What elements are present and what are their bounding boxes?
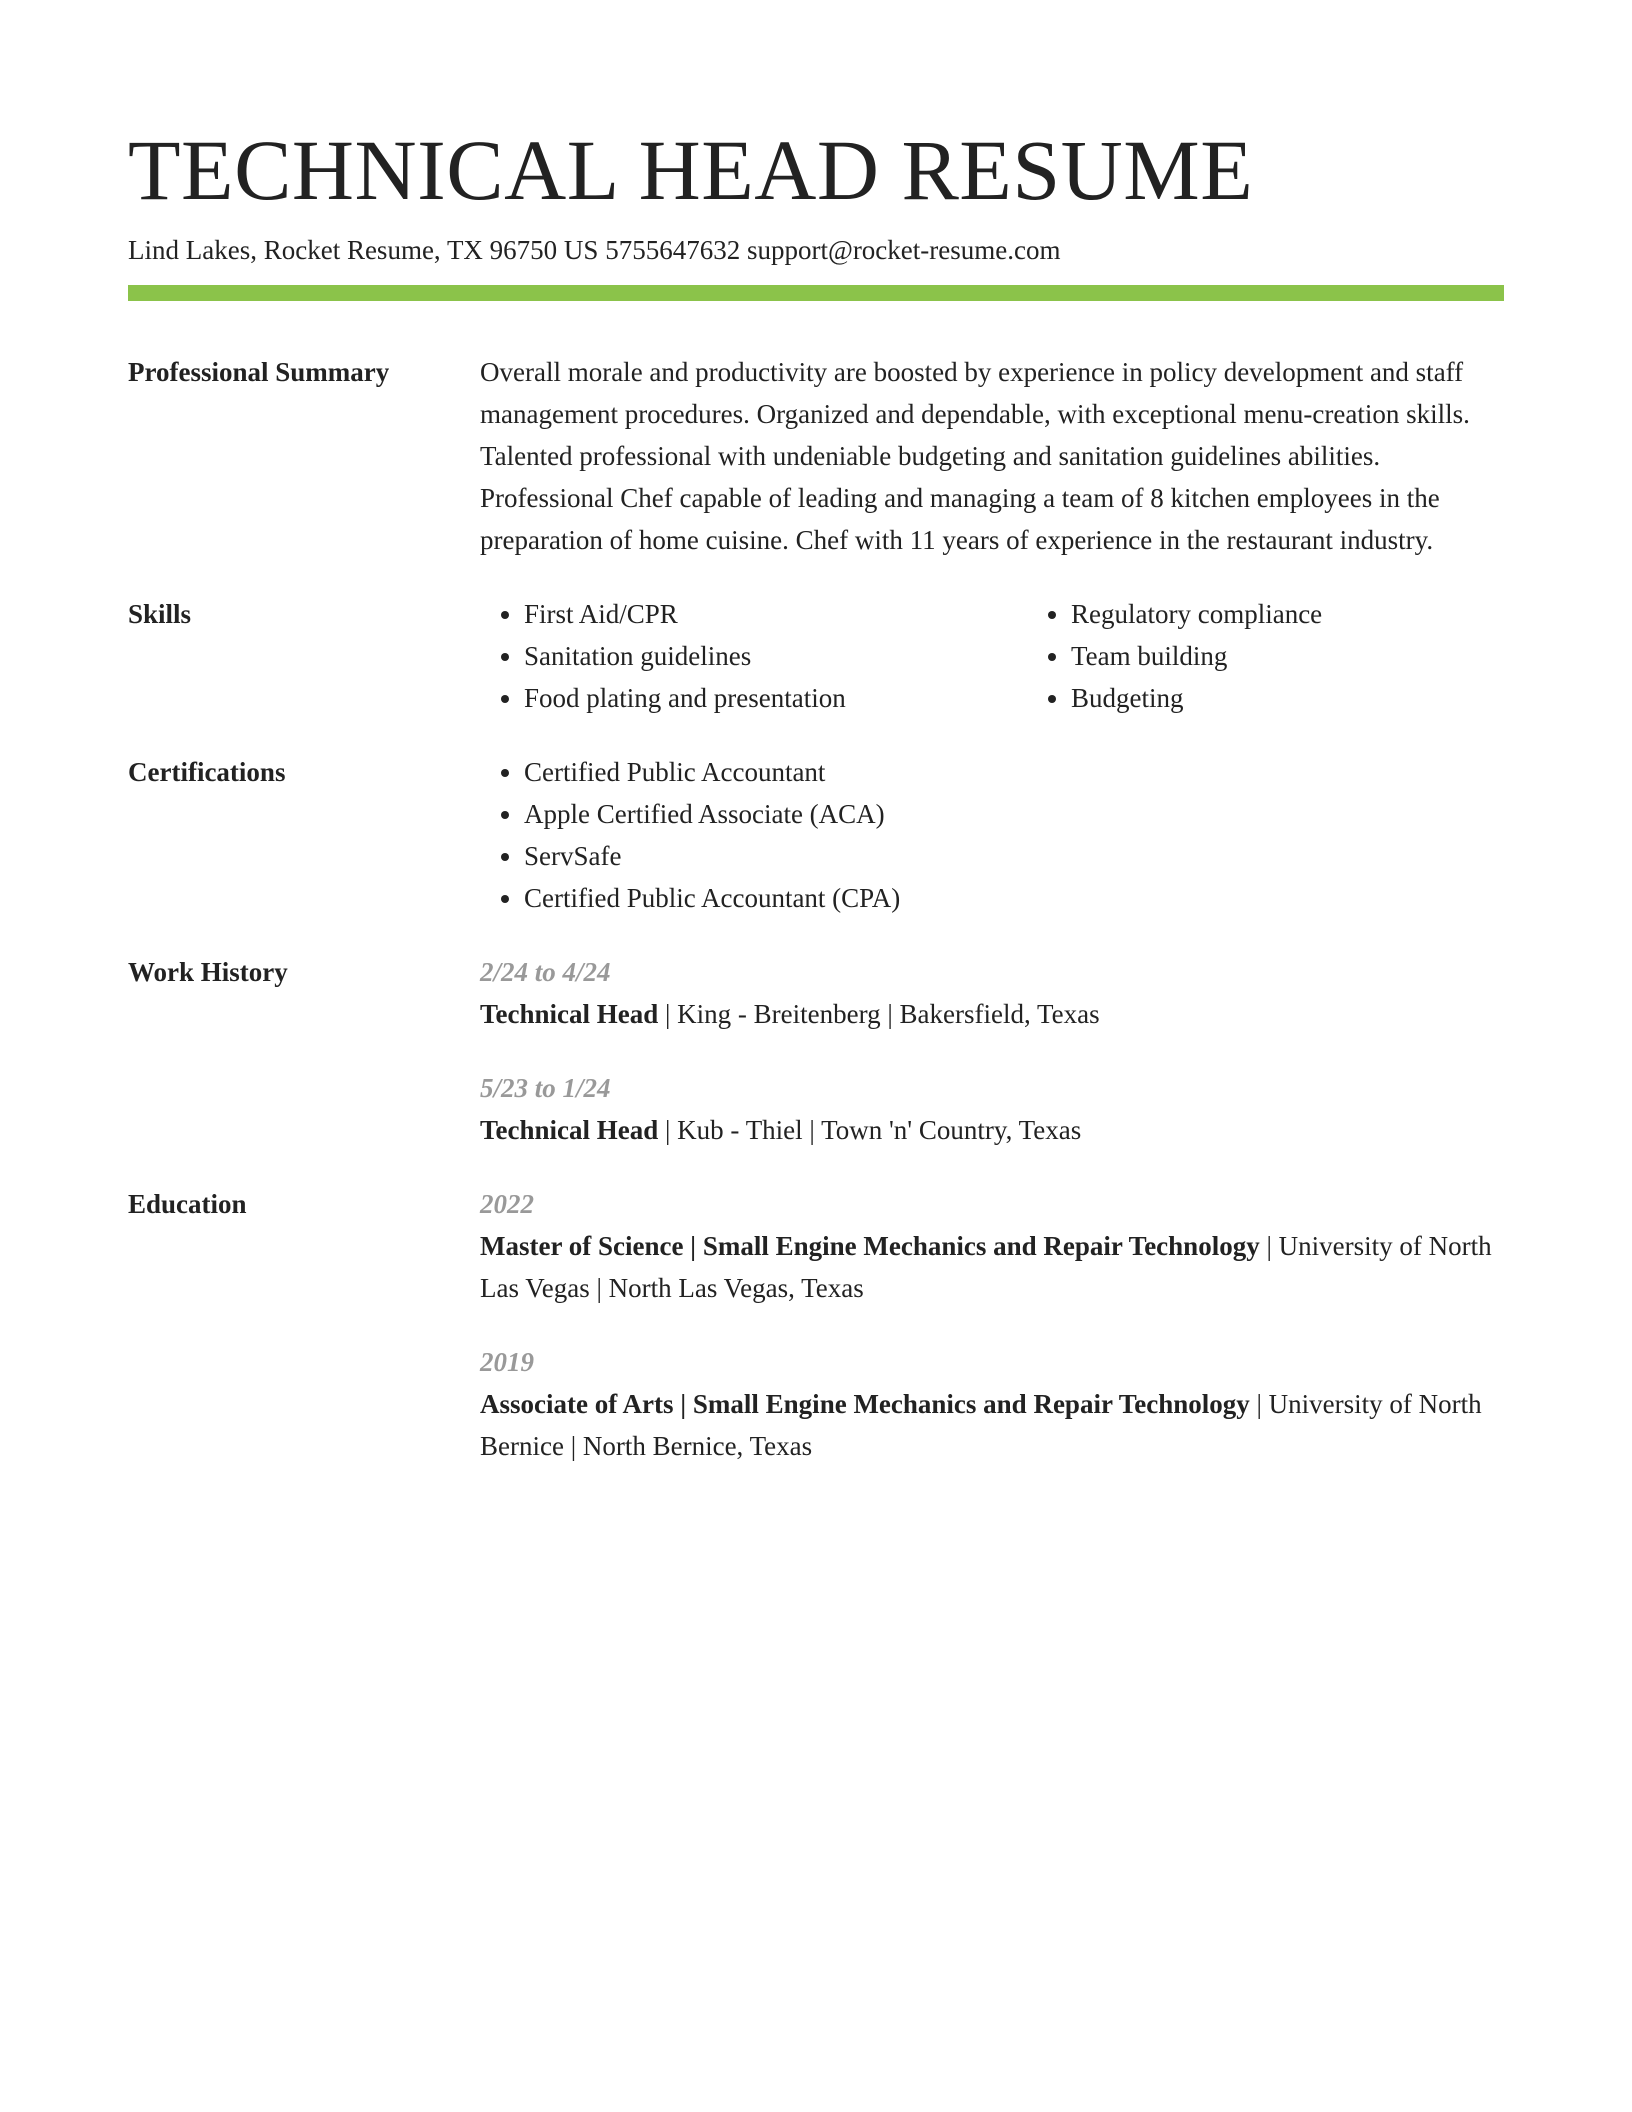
education-degree: Associate of Arts | Small Engine Mechanics and Repair Technology [480, 1389, 1250, 1419]
section-label-skills: Skills [128, 599, 192, 629]
certification-item: • ServSafe [524, 835, 1504, 877]
section-body-work-history [480, 951, 1504, 1151]
work-line [480, 1109, 1504, 1151]
section-label-summary: Professional Summary [128, 357, 390, 387]
certification-item: • Certified Public Accountant [524, 751, 1504, 793]
work-dates: 2/24 to 4/24 [480, 957, 611, 987]
contact-address: Lind Lakes, Rocket Resume, TX 96750 US [128, 235, 599, 265]
section-certifications [128, 751, 1504, 919]
section-body-education [480, 1183, 1504, 1467]
contact-line [128, 232, 1504, 268]
skills-column-2 [1027, 593, 1574, 719]
resume-title: TECHNICAL HEAD RESUME [128, 122, 1254, 218]
certification-item: • Certified Public Accountant (CPA) [524, 877, 1504, 919]
work-details: | King - Breitenberg | Bakersfield, Texas [658, 999, 1100, 1029]
skill-item: • Team building [1071, 635, 1574, 677]
contact-email: support@rocket-resume.com [746, 235, 1061, 265]
skill-item: • Regulatory compliance [1071, 593, 1574, 635]
skill-item: • First Aid/CPR [524, 593, 1027, 635]
section-body-summary [480, 351, 1504, 561]
education-details: | University of North Bernice | North Bernice, Texas [480, 1389, 1482, 1461]
skills-column-1 [480, 593, 1027, 719]
education-year: 2019 [480, 1347, 534, 1377]
accent-divider [128, 285, 1504, 301]
skill-item: • Sanitation guidelines [524, 635, 1027, 677]
education-degree: Master of Science | Small Engine Mechanics and Repair Technology [480, 1231, 1260, 1261]
work-entry [480, 1067, 1504, 1151]
resume-page [128, 120, 1504, 1499]
work-dates: 5/23 to 1/24 [480, 1073, 611, 1103]
section-skills [128, 593, 1504, 719]
work-entry [480, 951, 1504, 1035]
work-line [480, 993, 1504, 1035]
work-title: Technical Head [480, 1115, 659, 1145]
education-entry [480, 1341, 1504, 1467]
section-label-education: Education [128, 1189, 247, 1219]
section-education [128, 1183, 1504, 1467]
education-line [480, 1383, 1504, 1467]
summary-text: Overall morale and productivity are boosted by experience in policy development and staff management procedures. Organized and dependable, with exceptional menu-creation skills. Talented professional with undeniable budgeting and sanitation guidelines abilities. Professional Chef capable of leading and managing a team of 8 kitchen employees in the preparation of home cuisine. Chef with 11 years of experience in the restaurant industry. [480, 357, 1470, 555]
certifications-list [480, 751, 1504, 919]
education-details: | University of North Las Vegas | North Las Vegas, Texas [480, 1231, 1492, 1303]
section-summary [128, 351, 1504, 561]
education-entry [480, 1183, 1504, 1309]
section-work-history [128, 951, 1504, 1151]
skill-item: • Budgeting [1071, 677, 1574, 719]
certification-item: • Apple Certified Associate (ACA) [524, 793, 1504, 835]
education-year: 2022 [480, 1189, 534, 1219]
education-line [480, 1225, 1504, 1309]
resume-sections [128, 351, 1504, 1467]
work-details: | Kub - Thiel | Town 'n' Country, Texas [658, 1115, 1082, 1145]
section-label-work-history: Work History [128, 957, 288, 987]
work-title: Technical Head [480, 999, 659, 1029]
section-label-certifications: Certifications [128, 757, 286, 787]
skills-grid [480, 593, 1574, 719]
section-body-certifications [480, 751, 1504, 919]
contact-phone: 5755647632 [605, 235, 741, 265]
skill-item: • Food plating and presentation [524, 677, 1027, 719]
